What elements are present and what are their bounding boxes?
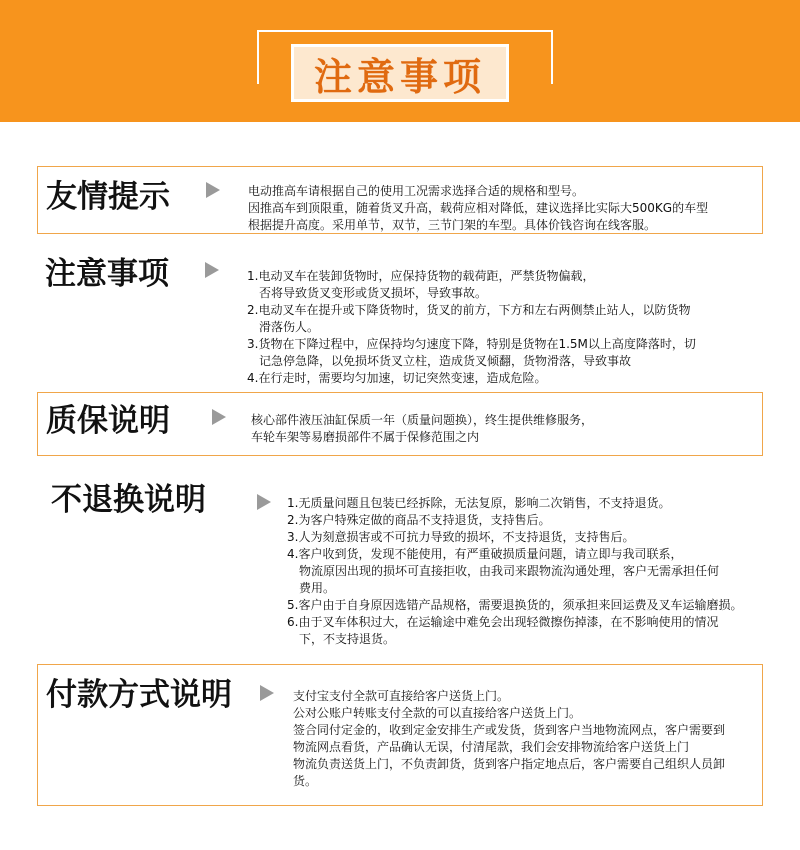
text-line: 签合同付定金的，收到定金安排生产或发货，货到客户当地物流网点，客户需要到 (293, 723, 726, 737)
text-line: 货。 (293, 774, 318, 788)
section-precautions (37, 244, 763, 392)
section-friendly-tips (37, 166, 763, 234)
banner-title-box (291, 44, 509, 102)
text-line: 1.无质量问题且包装已经拆除，无法复原，影响二次销售，不支持退货。 (287, 496, 671, 510)
text-line: 核心部件液压油缸保质一年（质量问题换），终生提供维修服务， (251, 413, 594, 427)
text-line: 6.由于叉车体积过大，在运输途中难免会出现轻微擦伤掉漆，在不影响使用的情况 (287, 615, 719, 629)
section-warranty (37, 392, 763, 456)
text-line: 物流负责送货上门，不负责卸货，货到客户指定地点后，客户需要自己组织人员卸 (293, 757, 726, 771)
arrow-right-icon (206, 182, 220, 198)
text-line: 物流网点看货，产品确认无误，付清尾款，我们会安排物流给客户送货上门 (293, 740, 690, 754)
text-line: 费用。 (299, 581, 336, 595)
text-line: 3.人为刻意损害或不可抗力导致的损坏，不支持退货，支持售后。 (287, 530, 635, 544)
section-body (251, 412, 593, 446)
text-line: 4.客户收到货，发现不能使用，有严重破损质量问题，请立即与我司联系， (287, 547, 683, 561)
section-title: 质保说明 (46, 403, 170, 439)
text-line: 1.电动叉车在装卸货物时，应保持货物的载荷距，严禁货物偏载， (247, 269, 595, 283)
text-line: 4.在行走时，需要均匀加速，切记突然变速，造成危险。 (247, 371, 547, 385)
text-line: 公对公账户转账支付全款的可以直接给客户送货上门。 (293, 706, 582, 720)
section-payment (37, 664, 763, 806)
section-body (248, 183, 708, 234)
text-line: 5.客户由于自身原因选错产品规格，需要退换货的，须承担来回运费及叉车运输磨损。 (287, 598, 743, 612)
arrow-right-icon (205, 262, 219, 278)
banner-title: 注意事项 (313, 53, 486, 99)
section-body (287, 495, 742, 648)
arrow-right-icon (260, 685, 274, 701)
text-line: 下，不支持退货。 (299, 632, 396, 646)
text-line: 2.为客户特殊定做的商品不支持退货，支持售后。 (287, 513, 551, 527)
section-body (293, 688, 725, 790)
section-body (247, 268, 696, 387)
section-title: 友情提示 (46, 179, 170, 215)
arrow-right-icon (212, 409, 226, 425)
section-title: 不退换说明 (51, 482, 206, 518)
text-line: 因推高车到顶限重，随着货叉升高，载荷应相对降低，建议选择比实际大500KG的车型 (248, 201, 709, 215)
text-line: 支付宝支付全款可直接给客户送货上门。 (293, 689, 510, 703)
text-line: 电动推高车请根据自己的使用工况需求选择合适的规格和型号。 (248, 184, 585, 198)
section-title: 付款方式说明 (46, 677, 232, 713)
section-title: 注意事项 (45, 256, 169, 292)
header-banner (0, 0, 800, 122)
text-line: 根据提升高度。采用单节，双节，三节门架的车型。具体价钱咨询在线客服。 (248, 218, 657, 232)
arrow-right-icon (257, 494, 271, 510)
section-no-return (37, 470, 763, 660)
text-line: 否将导致货叉变形或货叉损坏，导致事故。 (259, 286, 488, 300)
text-line: 物流原因出现的损坏可直接拒收，由我司来跟物流沟通处理，客户无需承担任何 (299, 564, 720, 578)
text-line: 2.电动叉车在提升或下降货物时，货叉的前方，下方和左右两侧禁止站人，以防货物 (247, 303, 691, 317)
text-line: 滑落伤人。 (259, 320, 320, 334)
text-line: 3.货物在下降过程中，应保持均匀速度下降，特别是货物在1.5M以上高度降落时，切 (247, 337, 696, 351)
text-line: 记急停急降，以免损坏货叉立柱，造成货叉倾翻，货物滑落，导致事故 (259, 354, 632, 368)
text-line: 车轮车架等易磨损部件不属于保修范围之内 (251, 430, 480, 444)
